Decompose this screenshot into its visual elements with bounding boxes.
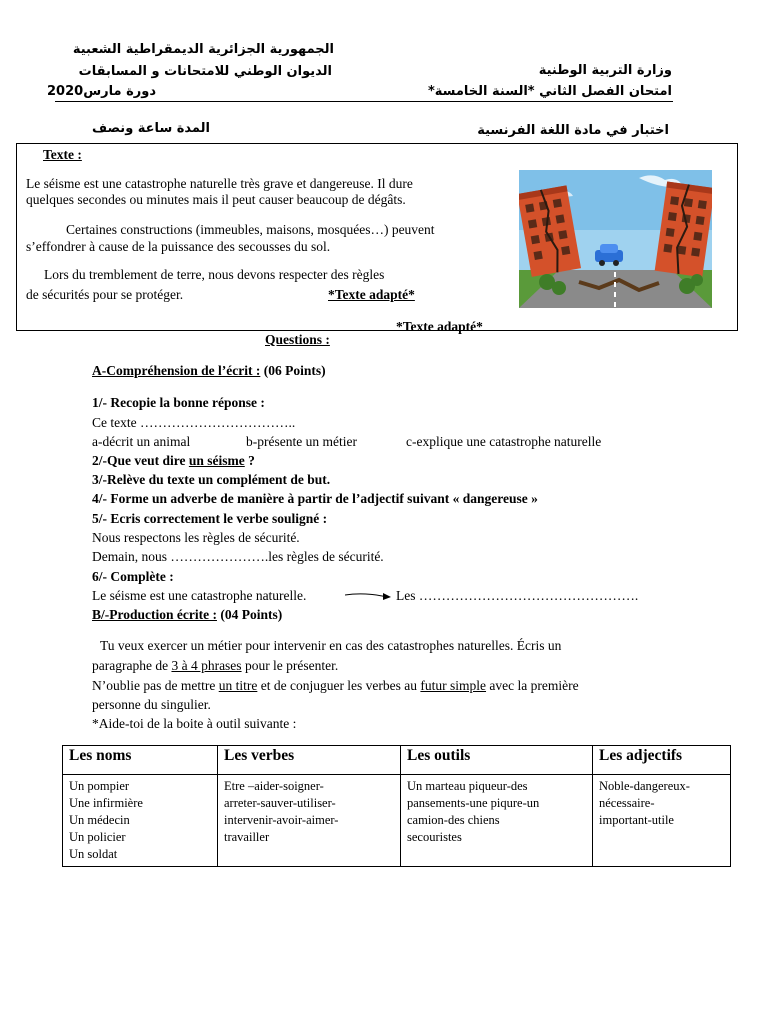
q6-left: Le séisme est une catastrophe naturelle. bbox=[92, 588, 307, 603]
cell-noms bbox=[63, 775, 218, 867]
text-p2-line1: Certaines constructions (immeubles, maisons, mosquées…) peuvent bbox=[66, 222, 435, 237]
b-line5: *Aide-toi de la boite à outil suivante : bbox=[92, 716, 297, 731]
text-p2-line2: s’effondrer à cause de la puissance des secousses du sol. bbox=[26, 239, 331, 254]
section-b-title: B/-Production écrite : bbox=[92, 607, 217, 622]
q1-option-a: a-décrit un animal bbox=[92, 434, 191, 449]
header-divider bbox=[55, 101, 673, 102]
q6-label: 6/- Complète : bbox=[92, 569, 174, 584]
section-b-heading bbox=[92, 606, 282, 623]
b-line3-mid: et de conjuguer les verbes au bbox=[257, 678, 421, 693]
header-outils: Les outils bbox=[401, 746, 593, 775]
text-p1-line2: quelques secondes ou minutes mais il peut causer beaucoup de dégâts. bbox=[26, 192, 406, 207]
header-republic: الجمهورية الجزائرية الديمقراطية الشعبية bbox=[72, 42, 334, 57]
b-line2 bbox=[92, 657, 338, 674]
list-item: Un marteau piqueur-des bbox=[407, 779, 528, 793]
list-item: arreter-sauver-utiliser- bbox=[224, 796, 336, 810]
list-item: important-utile bbox=[599, 813, 674, 827]
list-item: pansements-une piqure-un bbox=[407, 796, 540, 810]
b-line3-underlined-1: un titre bbox=[218, 678, 258, 693]
q2-prefix: 2/-Que veut dire bbox=[92, 453, 189, 468]
cell-verbes bbox=[218, 775, 401, 867]
text-source-inline: *Texte adapté* bbox=[328, 287, 415, 302]
questions-title: Questions : bbox=[265, 332, 330, 347]
section-a-points: (06 Points) bbox=[263, 363, 326, 378]
header-onec: الديوان الوطني للامتحانات و المسابقات bbox=[78, 64, 332, 79]
header-session: دورة مارس2020 bbox=[47, 84, 156, 99]
text-source-bottom: *Texte adapté* bbox=[396, 319, 483, 334]
q2-term: un séisme bbox=[188, 453, 245, 468]
section-a-title: A-Compréhension de l’écrit : bbox=[92, 363, 261, 378]
header-exam: امتحان الفصل الثاني *السنة الخامسة* bbox=[427, 84, 672, 99]
list-item: Un pompier bbox=[69, 779, 130, 793]
header-duration: المدة ساعة ونصف bbox=[92, 121, 210, 136]
header-noms: Les noms bbox=[63, 746, 218, 775]
q5-line2: Demain, nous ………………….les règles de sécurité. bbox=[92, 549, 384, 564]
cell-adjectifs bbox=[593, 775, 731, 867]
list-item: Un médecin bbox=[69, 813, 130, 827]
list-item: Un soldat bbox=[69, 847, 118, 861]
earthquake-illustration bbox=[519, 170, 712, 308]
list-item: Un policier bbox=[69, 830, 126, 844]
q4: 4/- Forme un adverbe de manière à partir de l’adjectif suivant « dangereuse » bbox=[92, 491, 538, 506]
b-line2-post: pour le présenter. bbox=[241, 658, 339, 673]
table-row bbox=[63, 775, 731, 867]
list-item: camion-des chiens bbox=[407, 813, 500, 827]
cell-outils bbox=[401, 775, 593, 867]
q5-label: 5/- Ecris correctement le verbe souligné : bbox=[92, 511, 328, 526]
text-p3-line1: Lors du tremblement de terre, nous devons respecter des règles bbox=[44, 267, 385, 282]
q5-line1: Nous respectons les règles de sécurité. bbox=[92, 530, 300, 545]
b-line2-pre: paragraphe de bbox=[92, 658, 172, 673]
section-b-points: (04 Points) bbox=[220, 607, 283, 622]
header-ministry: وزارة التربية الوطنية bbox=[538, 63, 672, 78]
q2 bbox=[92, 452, 255, 469]
b-line3-underlined-2: futur simple bbox=[420, 678, 487, 693]
header-adjectifs: Les adjectifs bbox=[593, 746, 731, 775]
q1-label: 1/- Recopie la bonne réponse : bbox=[92, 395, 265, 410]
text-p3-line2: de sécurités pour se protéger. bbox=[26, 287, 184, 302]
section-a-heading bbox=[92, 362, 326, 379]
b-line1: Tu veux exercer un métier pour intervenir en cas des catastrophes naturelles. Écris un bbox=[100, 638, 562, 653]
text-label: Texte : bbox=[43, 147, 82, 162]
header-verbes: Les verbes bbox=[218, 746, 401, 775]
q1-option-b: b-présente un métier bbox=[246, 434, 357, 449]
list-item: intervenir-avoir-aimer- bbox=[224, 813, 339, 827]
header-subject: اختبار في مادة اللغة الفرنسية bbox=[477, 123, 669, 138]
b-line3-post: avec la première bbox=[486, 678, 579, 693]
arrow-right-icon bbox=[345, 591, 393, 601]
list-item: Etre –aider-soigner- bbox=[224, 779, 324, 793]
list-item: secouristes bbox=[407, 830, 462, 844]
q1-stem: Ce texte …………………………….. bbox=[92, 415, 296, 430]
tool-table bbox=[62, 745, 731, 867]
tool-table-header-row bbox=[63, 746, 731, 775]
b-line2-underlined: 3 à 4 phrases bbox=[171, 658, 242, 673]
list-item: Noble-dangereux- bbox=[599, 779, 690, 793]
q6-right: Les …………………………………………. bbox=[396, 588, 639, 603]
q3: 3/-Relève du texte un complément de but. bbox=[92, 472, 331, 487]
b-line3-pre: N’oublie pas de mettre bbox=[92, 678, 219, 693]
b-line4: personne du singulier. bbox=[92, 697, 211, 712]
q1-option-c: c-explique une catastrophe naturelle bbox=[406, 434, 602, 449]
list-item: travailler bbox=[224, 830, 270, 844]
b-line3 bbox=[92, 677, 579, 694]
list-item: Une infirmière bbox=[69, 796, 143, 810]
text-p1-line1: Le séisme est une catastrophe naturelle très grave et dangereuse. Il dure bbox=[26, 176, 413, 191]
q2-suffix: ? bbox=[244, 453, 255, 468]
list-item: nécessaire- bbox=[599, 796, 655, 810]
